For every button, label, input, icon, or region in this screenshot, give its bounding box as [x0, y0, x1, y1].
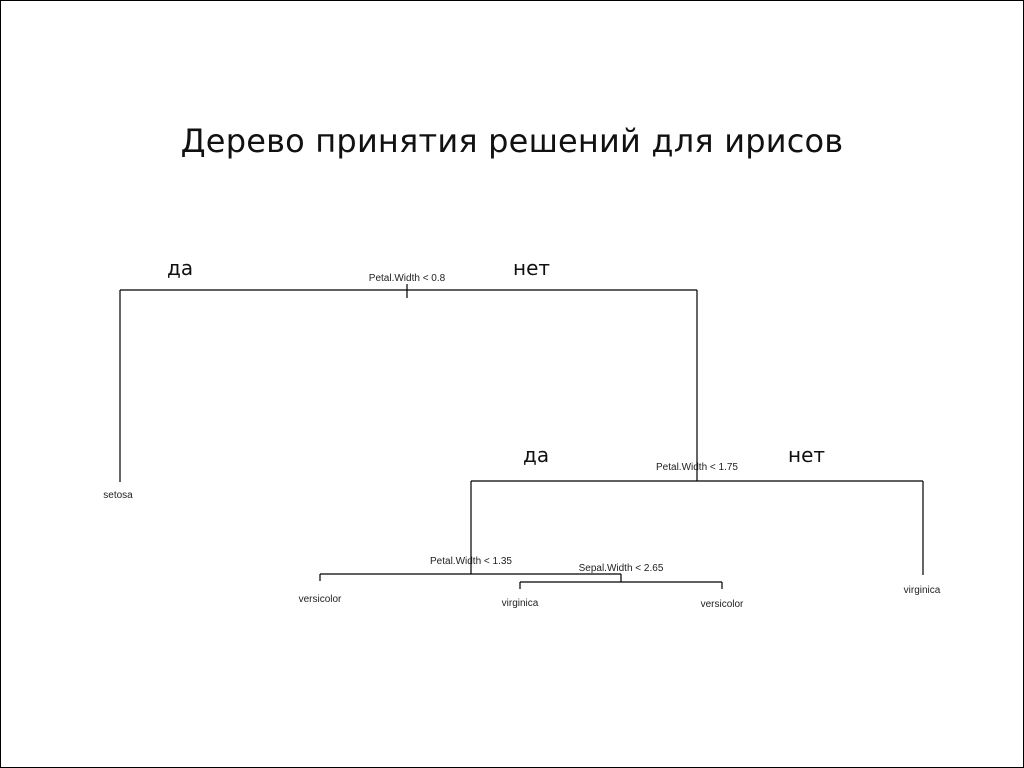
split-3-label: Petal.Width < 1.35 [430, 556, 512, 567]
split-4-label: Sepal.Width < 2.65 [578, 563, 664, 574]
leaf-setosa: setosa [103, 490, 133, 501]
leaf-virginica-1: virginica [501, 598, 539, 609]
split-2-label: Petal.Width < 1.75 [656, 462, 738, 473]
split-2-yes-label: да [523, 443, 550, 467]
leaf-versicolor-1: versicolor [298, 594, 342, 605]
root-split-label: Petal.Width < 0.8 [368, 273, 446, 284]
root-split-node [120, 273, 697, 298]
root-no-label: нет [513, 256, 551, 280]
leaf-versicolor-2: versicolor [700, 599, 744, 610]
split-2-no-label: нет [788, 443, 826, 467]
slide-title: Дерево принятия решений для ирисов [180, 122, 844, 160]
leaf-virginica-2: virginica [903, 585, 941, 596]
root-yes-label: да [167, 256, 194, 280]
